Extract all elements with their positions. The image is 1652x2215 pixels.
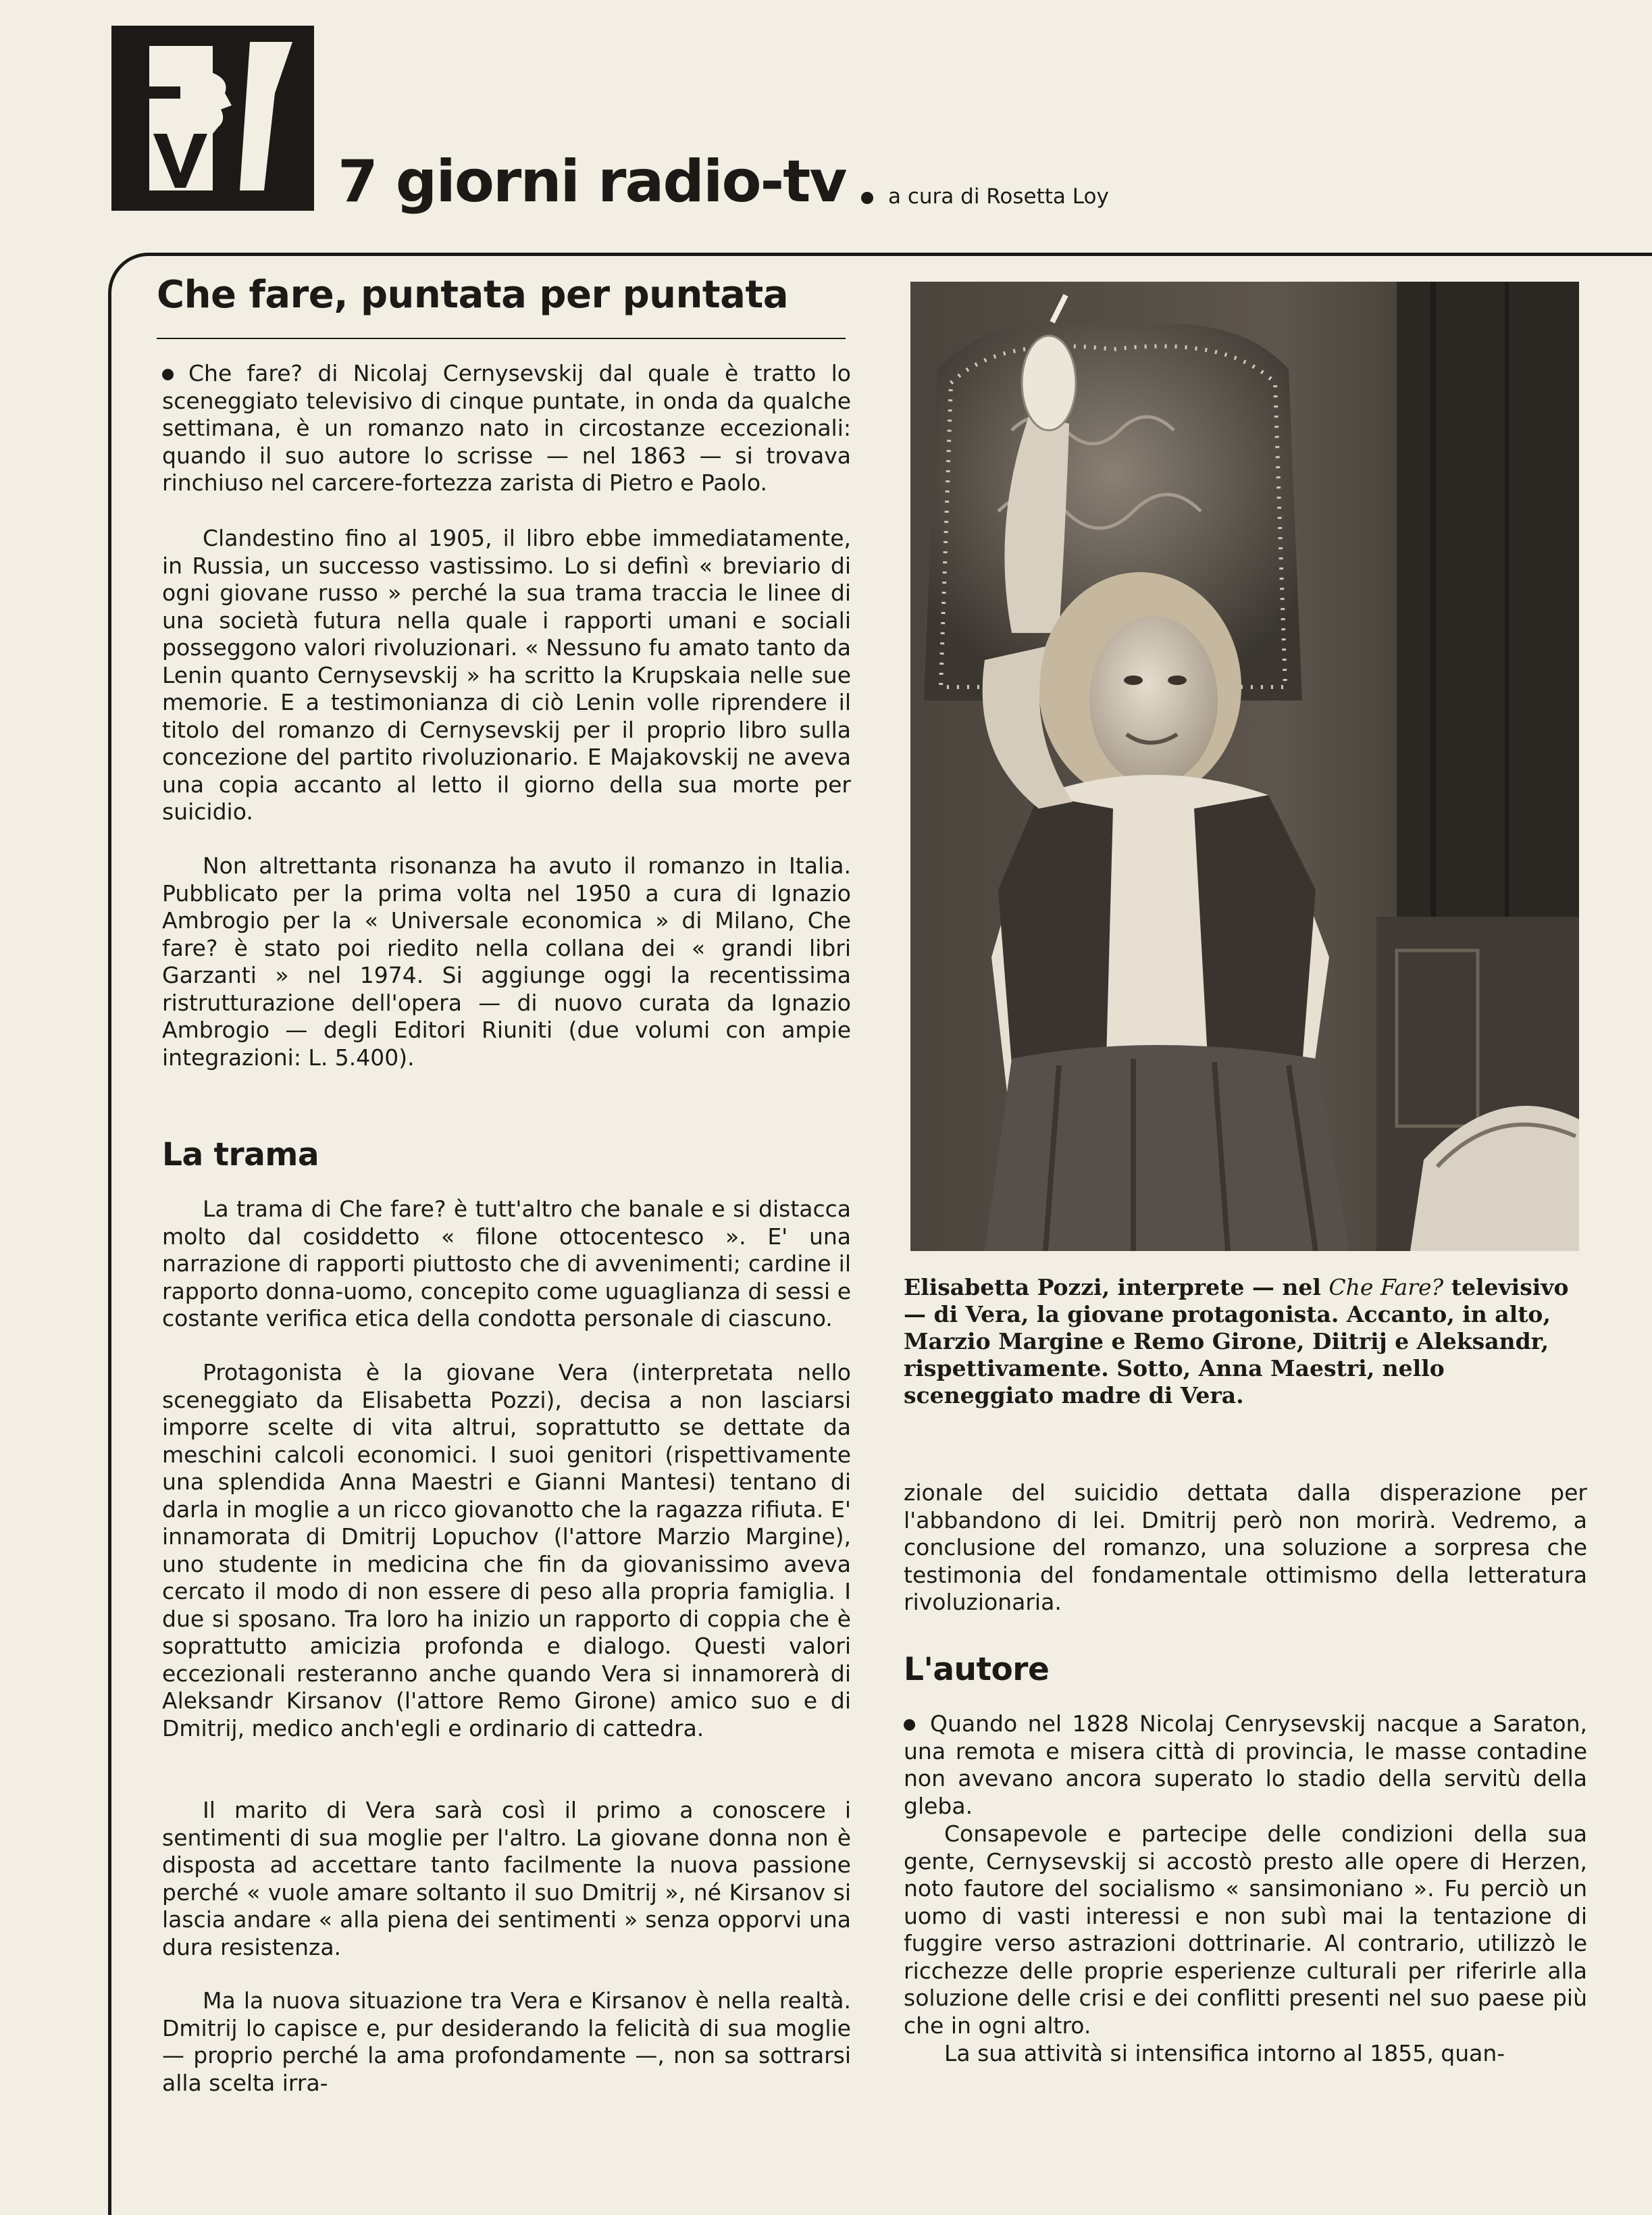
intro-paragraph-2: Clandestino fino al 1905, il libro ebbe immediatamente, in Russia, un successo vastissimo. Lo si definì « breviario di ogni giovane russo » perché la sua trama traccia le linee di una società futura nella quale i rapporti umani e sociali posseggono valori rivoluzionari. « Nessuno fu amato tanto da Lenin quanto Cernysevskij » ha scritto la Krupskaia nelle sue memorie. E a testimonianza di ciò Lenin volle riprendere il titolo del romanzo di Cernysevskij per il proprio libro sulla concezione del partito rivoluzionario. E Majakovskij ne aveva una copia accanto al letto il giorno della sua morte per suicidio.	[162, 525, 851, 825]
bullet-icon	[861, 192, 873, 204]
intro-paragraph-3: Non altrettanta risonanza ha avuto il romanzo in Italia. Pubblicato per la prima volta nel 1950 a cura di Ignazio Ambrogio per la « Universale economica » di Milano, Che fare? è stato poi riedito nella collana dei « grandi libri Garzanti » nel 1974. Si aggiunge oggi la recentissima ristrutturazione dell'opera — di nuovo curata da Ignazio Ambrogio — degli Editori Riuniti (due volumi con ampie integrazioni: L. 5.400).	[162, 852, 851, 1071]
intro-paragraph-1: Che fare? di Nicolaj Cernysevskij dal quale è tratto lo sceneggiato televisivo di cinque puntate, in onda da qualche settimana, è un romanzo nato in circostanze eccezionali: quando il suo autore lo scrisse — nel 1863 — si trovava rinchiuso nel carcere-fortezza zarista di Pietro e Paolo.	[162, 360, 851, 496]
section-title: 7 giorni radio-tv	[338, 148, 846, 215]
curator-text: a cura di Rosetta Loy	[888, 184, 1109, 209]
tv-logo	[111, 26, 314, 211]
bullet-icon	[162, 369, 174, 380]
tv-logo-graphic	[111, 26, 314, 211]
trama-continuation: zionale del suicidio dettata dalla disperazione per l'abbandono di lei. Dmitrij però non morirà. Vedremo, a conclusione del romanzo, una soluzione a sorpresa che testimonia del fondamentale ottimismo della letteratura rivoluzionaria.	[904, 1479, 1587, 1615]
autore-paragraph-1: Quando nel 1828 Nicolaj Cenrysevskij nacque a Saraton, una remota e misera città di provincia, le masse contadine non avevano ancora superato lo stadio della servitù della gleba.	[904, 1710, 1587, 1819]
headline-divider	[157, 338, 846, 339]
trama-paragraph-2: Protagonista è la giovane Vera (interpretata nello sceneggiato da Elisabetta Pozzi), decisa a non lasciarsi imporre scelte di vita altrui, soprattutto se dettate da meschini calcoli economici. I suoi genitori (rispettivamente una splendida Anna Maestri e Gianni Mantesi) tentano di darla in moglie a un ricco giovanotto che la ragazza rifiuta. E' innamorata di Dmitrij Lopuchov (l'attore Marzio Margine), uno studente in medicina che fin da giovanissimo aveva cercato il modo di non essere di peso alla propria famiglia. I due si sposano. Tra loro ha inizio un rapporto di coppia che è soprattutto amicizia profonda e dialogo. Questi valori eccezionali resteranno anche quando Vera si innamorerà di Aleksandr Kirsanov (l'attore Remo Girone) amico suo e di Dmitrij, medico anch'egli e ordinario di cattedra.	[162, 1359, 851, 1741]
bullet-icon	[904, 1719, 915, 1731]
subhead-autore: L'autore	[904, 1651, 1050, 1688]
caption-title: Che Fare?	[1328, 1274, 1444, 1300]
photo-caption: Elisabetta Pozzi, interprete — nel Che Fare? televisivo — di Vera, la giovane protagonista. Accanto, in alto, Marzio Margine e Remo Girone, Diitrij e Aleksandr, rispettivamente. Sotto, Anna Maestri, nello sceneggiato madre di Vera.	[904, 1274, 1569, 1408]
curator-credit	[861, 184, 1109, 209]
stage-photo-image	[910, 282, 1579, 1251]
autore-paragraph-3: La sua attività si intensifica intorno al 1855, quan-	[944, 2040, 1505, 2066]
trama-paragraph-4: Ma la nuova situazione tra Vera e Kirsanov è nella realtà. Dmitrij lo capisce e, pur desiderando la felicità di sua moglie — proprio perché la ama profondamente —, non sa sottrarsi alla scelta irra-	[162, 1987, 851, 2096]
stage-photo	[910, 282, 1579, 1251]
subhead-trama: La trama	[162, 1136, 319, 1173]
autore-paragraph-2: Consapevole e partecipe delle condizioni della sua gente, Cernysevskij si accostò presto alle opere di Herzen, noto fautore del socialismo « sansimoniano ». Fu perciò un uomo di vasti interessi e non subì mai la tentazione di fuggire verso astrazioni dottrinarie. Al contrario, utilizzò le ricchezze delle proprie esperienze culturali per riferirle alla soluzione delle crisi e dei conflitti presenti nel suo paese più che in ogni altro.	[904, 1821, 1587, 2039]
trama-paragraph-1: La trama di Che fare? è tutt'altro che banale e si distacca molto dal cosiddetto « filone ottocentesco ». E' una narrazione di rapporti piuttosto che di avvenimenti; cardine il rapporto donna-uomo, concepito come uguaglianza di sessi e costante verifica etica della condotta personale di ciascuno.	[162, 1196, 851, 1331]
article-headline: Che fare, puntata per puntata	[157, 273, 789, 317]
trama-paragraph-3: Il marito di Vera sarà così il primo a conoscere i sentimenti di sua moglie per l'altro. La giovane donna non è disposta ad accettare tanto facilmente la nuova passione perché « vuole amare soltanto il suo Dmitrij », né Kirsanov si lascia andare « alla piena dei sentimenti » senza opporvi una dura resistenza.	[162, 1797, 851, 1960]
